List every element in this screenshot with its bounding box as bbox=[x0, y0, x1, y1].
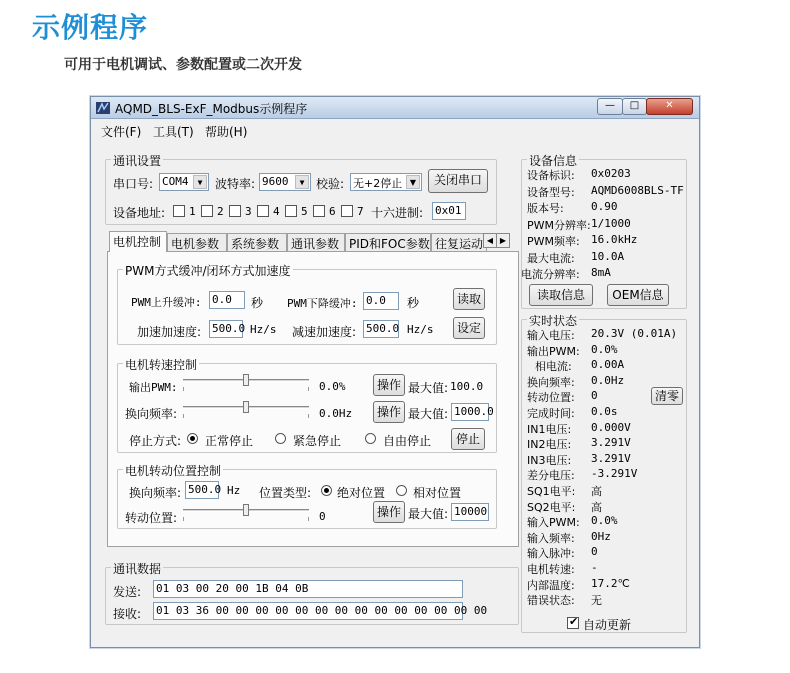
position-slider-thumb[interactable] bbox=[243, 504, 249, 516]
realtime-value: 3.291V bbox=[591, 436, 631, 450]
decel-field[interactable]: 500.0 bbox=[363, 320, 399, 338]
pos-max-label: 最大值: bbox=[408, 507, 449, 521]
stop-normal-label: 正常停止 bbox=[205, 434, 254, 448]
speed-group-title: 电机转速控制 bbox=[125, 358, 198, 372]
device-info-value: 0x0203 bbox=[591, 167, 631, 180]
tab-3[interactable]: 系统参数 bbox=[227, 233, 287, 251]
comm-settings-title: 通讯设置 bbox=[113, 154, 162, 168]
realtime-label: 输入频率: bbox=[527, 531, 575, 545]
close-button[interactable]: ✕ bbox=[646, 98, 693, 115]
stop-free-radio[interactable] bbox=[365, 433, 376, 444]
tab-strip bbox=[109, 231, 517, 251]
maximize-button[interactable]: □ bbox=[622, 98, 647, 115]
recv-field[interactable]: 01 03 36 00 00 00 00 00 00 00 00 00 00 00 00 00 00 bbox=[153, 602, 463, 620]
chevron-left-icon[interactable]: ◀ bbox=[483, 233, 497, 248]
pos-operate-button[interactable]: 操作 bbox=[373, 501, 405, 523]
chevron-down-icon: ▼ bbox=[406, 175, 420, 189]
stop-button[interactable]: 停止 bbox=[451, 428, 485, 450]
send-label: 发送: bbox=[113, 585, 142, 599]
pos-label: 转动位置: bbox=[125, 511, 178, 525]
chevron-down-icon: ▼ bbox=[193, 175, 207, 189]
address-bit-2-checkbox[interactable] bbox=[201, 205, 213, 217]
pos-freq-field[interactable]: 500.0 bbox=[185, 481, 219, 499]
menu-help[interactable]: 帮助(H) bbox=[205, 125, 248, 139]
pwm-operate-button[interactable]: 操作 bbox=[373, 374, 405, 396]
read-info-button[interactable]: 读取信息 bbox=[529, 284, 593, 306]
realtime-value: 20.3V (0.01A) bbox=[591, 327, 678, 340]
accel-label: 加速加速度: bbox=[137, 325, 202, 339]
device-info-label: 最大电流: bbox=[527, 251, 575, 265]
address-label: 设备地址: bbox=[113, 206, 166, 220]
pos-max-field[interactable]: 10000 bbox=[451, 503, 489, 521]
baud-label: 波特率: bbox=[215, 177, 256, 191]
device-info-label: PWM分辨率: bbox=[527, 218, 591, 232]
output-pwm-label: 输出PWM: bbox=[129, 381, 178, 394]
address-bit-1-checkbox[interactable] bbox=[173, 205, 185, 217]
stop-emergency-radio[interactable] bbox=[275, 433, 286, 444]
device-info-label: 版本号: bbox=[527, 202, 564, 215]
stop-emergency-label: 紧急停止 bbox=[293, 434, 342, 448]
realtime-value: 0.0Hz bbox=[591, 373, 625, 387]
address-bit-4-checkbox[interactable] bbox=[257, 205, 269, 217]
freq-slider-thumb[interactable] bbox=[243, 401, 249, 413]
port-label: 串口号: bbox=[113, 177, 154, 191]
device-info-value: 1/1000 bbox=[591, 216, 631, 230]
realtime-value: 0 bbox=[591, 545, 598, 559]
recv-label: 接收: bbox=[113, 607, 142, 621]
tab-4[interactable]: 通讯参数 bbox=[287, 233, 345, 251]
close-port-button[interactable]: 关闭串口 bbox=[428, 169, 488, 193]
realtime-label: 换向频率: bbox=[527, 375, 575, 389]
realtime-value: 0Hz bbox=[591, 529, 611, 543]
pos-absolute-label: 绝对位置 bbox=[337, 486, 386, 500]
realtime-status-title: 实时状态 bbox=[529, 314, 578, 328]
realtime-label: SQ1电平: bbox=[527, 485, 576, 498]
baud-value: 9600 bbox=[262, 175, 289, 188]
realtime-label: 输入电压: bbox=[527, 329, 575, 342]
realtime-value: 高 bbox=[591, 485, 602, 498]
device-info-value: 0.90 bbox=[591, 200, 618, 213]
pos-relative-label: 相对位置 bbox=[413, 486, 462, 500]
parity-value: 无+2停止 bbox=[353, 177, 403, 190]
realtime-label: 电机转速: bbox=[527, 563, 575, 576]
decel-unit: Hz/s bbox=[407, 323, 434, 336]
parity-label: 校验: bbox=[316, 177, 345, 191]
pwm-rise-unit: 秒 bbox=[251, 296, 264, 310]
pos-type-label: 位置类型: bbox=[259, 486, 312, 500]
device-info-value: 10.0A bbox=[591, 249, 625, 263]
pwm-fall-unit: 秒 bbox=[407, 296, 420, 310]
device-info-label: 电流分辨率: bbox=[521, 268, 580, 281]
device-info-value: 16.0kHz bbox=[591, 233, 638, 246]
pos-freq-unit: Hz bbox=[227, 484, 241, 497]
freq-max-label: 最大值: bbox=[408, 407, 449, 421]
parity-select[interactable] bbox=[350, 173, 422, 191]
accel-field[interactable]: 500.0 bbox=[209, 320, 243, 338]
hex-label: 十六进制: bbox=[371, 206, 424, 220]
page-heading: 示例程序 bbox=[32, 11, 149, 44]
chevron-down-icon: ▼ bbox=[295, 175, 309, 189]
realtime-label: 完成时间: bbox=[527, 407, 575, 420]
address-bit-label: 1 bbox=[189, 205, 196, 218]
realtime-label: SQ2电平: bbox=[527, 500, 576, 514]
tab-1[interactable]: 电机控制 bbox=[109, 231, 167, 252]
menu-bar bbox=[91, 120, 699, 140]
port-value: COM4 bbox=[162, 175, 189, 188]
pos-value: 0 bbox=[319, 510, 326, 523]
tab-5[interactable]: PID和FOC参数 bbox=[345, 233, 431, 251]
auto-update-label: 自动更新 bbox=[583, 618, 632, 632]
realtime-value: 17.2℃ bbox=[591, 576, 630, 590]
hex-field[interactable]: 0x01 bbox=[432, 202, 466, 220]
device-info-value: AQMD6008BLS-TF bbox=[591, 183, 684, 197]
realtime-value: 0.0% bbox=[591, 342, 618, 356]
stop-free-label: 自由停止 bbox=[383, 434, 432, 448]
pos-absolute-radio[interactable] bbox=[321, 485, 332, 496]
device-info-label: 设备标识: bbox=[527, 169, 575, 182]
tab-2[interactable]: 电机参数 bbox=[167, 233, 227, 251]
page-subheading: 可用于电机调试、参数配置或二次开发 bbox=[64, 57, 302, 73]
address-bit-7-checkbox[interactable] bbox=[341, 205, 353, 217]
device-info-title: 设备信息 bbox=[529, 154, 578, 168]
pwm-slider-thumb[interactable] bbox=[243, 374, 249, 386]
realtime-label: 错误状态: bbox=[527, 594, 575, 608]
device-info-label: 设备型号: bbox=[527, 185, 575, 199]
address-bit-label: 5 bbox=[301, 205, 308, 218]
realtime-value: 高 bbox=[591, 500, 602, 514]
pwm-group-title: PWM方式缓冲/闭环方式加速度 bbox=[125, 264, 291, 278]
realtime-label: 转动位置: bbox=[527, 391, 575, 405]
app-icon bbox=[95, 100, 111, 116]
position-slider[interactable] bbox=[183, 506, 309, 522]
pwm-rise-field[interactable]: 0.0 bbox=[209, 291, 245, 309]
comm-data-title: 通讯数据 bbox=[113, 562, 162, 576]
address-bit-label: 6 bbox=[329, 205, 336, 218]
realtime-value: - bbox=[591, 561, 598, 574]
pwm-read-button[interactable]: 读取 bbox=[453, 288, 485, 310]
commutation-freq-value: 0.0Hz bbox=[319, 407, 353, 420]
freq-max-field[interactable]: 1000.0 bbox=[451, 403, 489, 421]
auto-update-checkbox[interactable] bbox=[567, 617, 579, 629]
realtime-label: IN3电压: bbox=[527, 453, 572, 467]
realtime-label: IN2电压: bbox=[527, 438, 572, 452]
commutation-freq-label: 换向频率: bbox=[125, 407, 178, 421]
realtime-value: 0.000V bbox=[591, 420, 631, 434]
app-window bbox=[90, 96, 700, 648]
realtime-label: 差分电压: bbox=[527, 469, 575, 483]
pwm-slider[interactable] bbox=[183, 376, 309, 392]
realtime-value: 0.0% bbox=[591, 514, 618, 528]
pos-freq-label: 换向频率: bbox=[129, 486, 182, 500]
realtime-label: 输出PWM: bbox=[527, 344, 580, 358]
menu-file[interactable]: 文件(F) bbox=[101, 125, 142, 139]
realtime-label: 相电流: bbox=[535, 360, 572, 374]
realtime-label: IN1电压: bbox=[527, 422, 572, 436]
realtime-value: -3.291V bbox=[591, 467, 638, 481]
pwm-set-button[interactable]: 设定 bbox=[453, 317, 485, 339]
pwm-rise-label: PWM上升缓冲: bbox=[131, 296, 202, 309]
address-bit-6-checkbox[interactable] bbox=[313, 205, 325, 217]
clear-button[interactable]: 清零 bbox=[651, 387, 683, 405]
address-bit-label: 7 bbox=[357, 205, 364, 218]
stop-mode-label: 停止方式: bbox=[129, 434, 182, 448]
address-bit-3-checkbox[interactable] bbox=[229, 205, 241, 217]
baud-select[interactable] bbox=[259, 173, 311, 191]
pos-relative-radio[interactable] bbox=[396, 485, 407, 496]
title-bar[interactable] bbox=[91, 97, 699, 119]
minimize-button[interactable]: — bbox=[597, 98, 623, 115]
pwm-max-label: 最大值: bbox=[408, 381, 449, 395]
freq-operate-button[interactable]: 操作 bbox=[373, 401, 405, 423]
menu-tools[interactable]: 工具(T) bbox=[153, 125, 194, 139]
port-select[interactable] bbox=[159, 173, 209, 191]
pwm-fall-label: PWM下降缓冲: bbox=[287, 297, 358, 310]
output-pwm-value: 0.0% bbox=[319, 380, 346, 393]
address-bit-label: 4 bbox=[273, 205, 280, 218]
pwm-max-value: 100.0 bbox=[450, 380, 484, 393]
device-info-value: 8mA bbox=[591, 266, 611, 279]
tab-6[interactable]: 往复运动 bbox=[431, 233, 487, 251]
realtime-value: 0.0s bbox=[591, 405, 618, 418]
realtime-label: 输入脉冲: bbox=[527, 547, 575, 561]
address-bit-label: 2 bbox=[217, 205, 224, 218]
chevron-right-icon[interactable]: ▶ bbox=[496, 233, 510, 248]
pwm-fall-field[interactable]: 0.0 bbox=[363, 292, 399, 310]
send-field[interactable]: 01 03 00 20 00 1B 04 0B bbox=[153, 580, 463, 598]
realtime-label: 输入PWM: bbox=[527, 516, 580, 530]
stop-normal-radio[interactable] bbox=[187, 433, 198, 444]
realtime-value: 0.00A bbox=[591, 358, 625, 372]
decel-label: 减速加速度: bbox=[292, 325, 357, 339]
oem-info-button[interactable]: OEM信息 bbox=[607, 284, 669, 306]
realtime-value: 无 bbox=[591, 594, 602, 608]
position-group-title: 电机转动位置控制 bbox=[125, 464, 222, 478]
device-info-label: PWM频率: bbox=[527, 235, 580, 248]
realtime-label: 内部温度: bbox=[527, 578, 575, 592]
accel-unit: Hz/s bbox=[250, 323, 277, 336]
realtime-value: 3.291V bbox=[591, 451, 631, 465]
realtime-value: 0 bbox=[591, 389, 598, 403]
address-bit-label: 3 bbox=[245, 205, 252, 218]
freq-slider[interactable] bbox=[183, 403, 309, 419]
address-bit-5-checkbox[interactable] bbox=[285, 205, 297, 217]
window-title: AQMD_BLS-ExF_Modbus示例程序 bbox=[115, 102, 308, 116]
